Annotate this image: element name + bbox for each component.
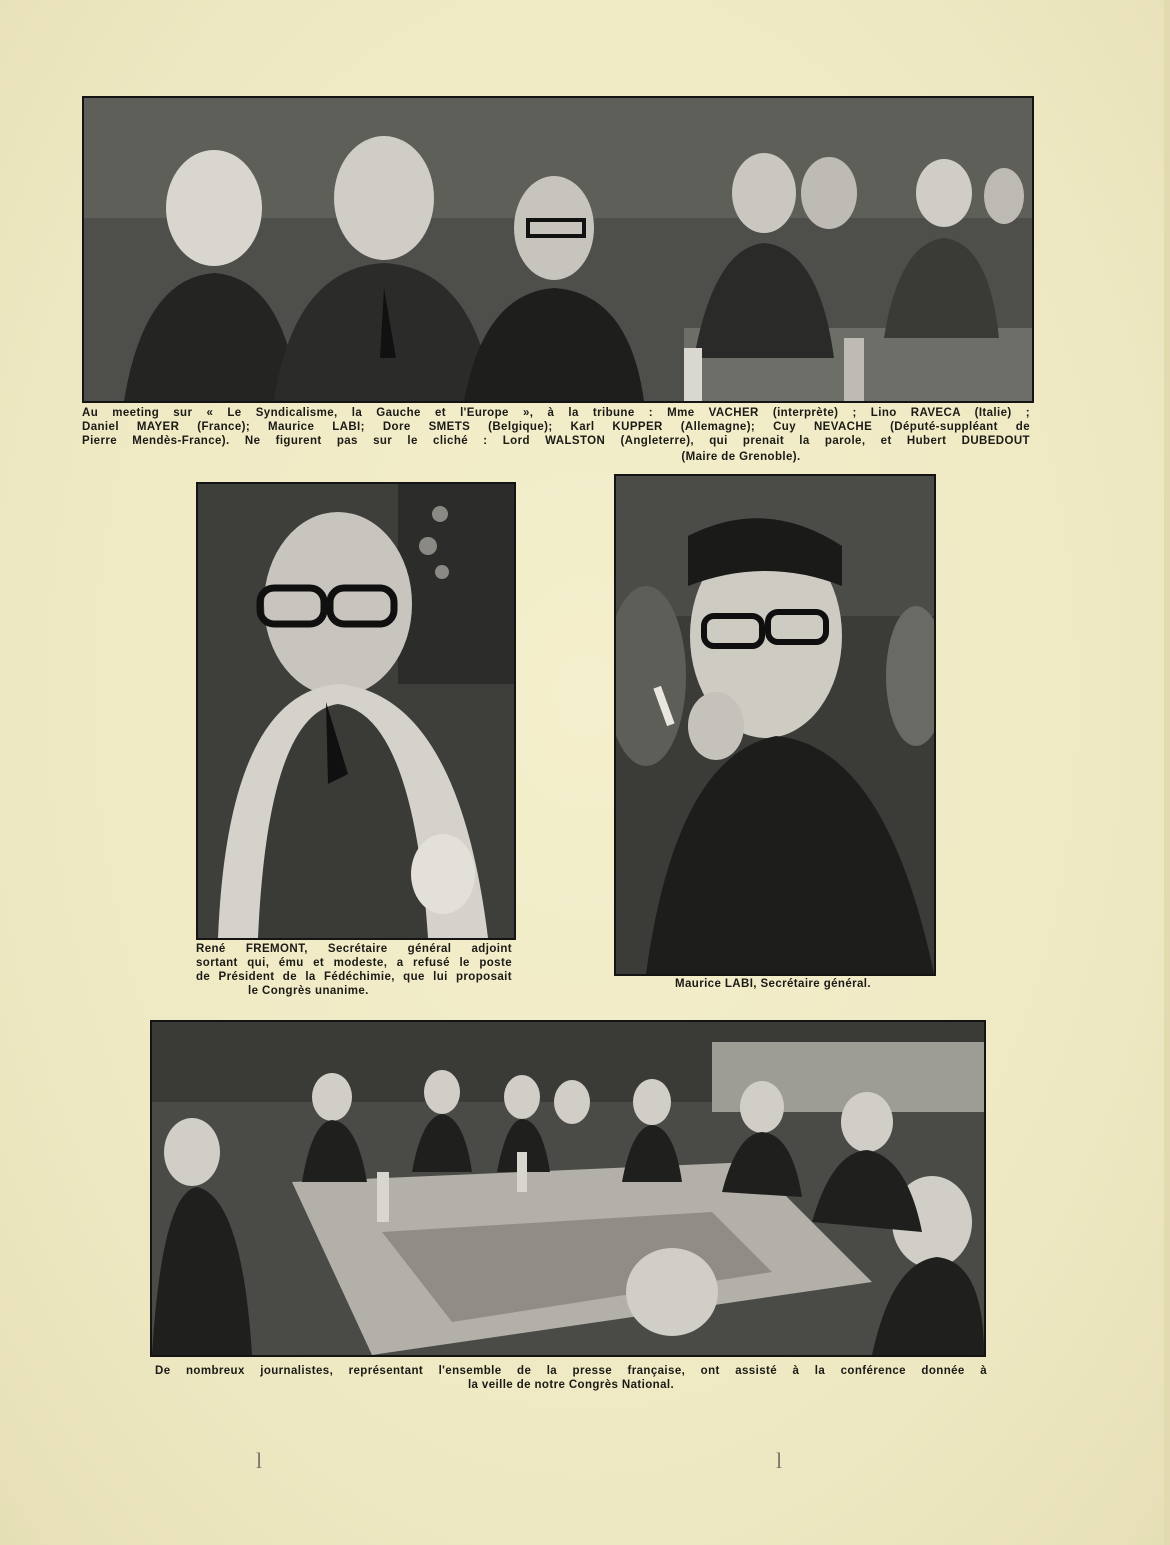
caption-line: la veille de notre Congrès National.	[467, 1379, 675, 1391]
caption-line: de Président de la Fédéchimie, que lui proposait	[196, 971, 512, 983]
photo-meeting-tribune-image	[84, 98, 1032, 401]
caption-line: sortant qui, ému et modeste, a refusé le poste	[196, 957, 512, 969]
photo-rene-fremont	[196, 482, 516, 940]
caption-line: Pierre Mendès-France). Ne figurent pas sur le cliché : Lord WALSTON (Angleterre), qui prenait la parole, et Hubert DUBEDOUT	[82, 435, 1030, 447]
footer-mark-right: l	[776, 1448, 783, 1473]
photo-press-conference	[150, 1020, 986, 1357]
caption-rene-fremont-end	[196, 984, 512, 998]
caption-rene-fremont	[196, 942, 512, 984]
caption-line: Maurice LABI, Secrétaire général.	[675, 978, 871, 990]
photo-press-conference-image	[152, 1022, 984, 1355]
caption-press-conference-end	[155, 1378, 987, 1392]
caption-line: René FREMONT, Secrétaire général adjoint	[196, 943, 512, 955]
photo-meeting-tribune	[82, 96, 1034, 403]
caption-meeting-tribune	[82, 406, 1030, 448]
caption-line: Daniel MAYER (France); Maurice LABI; Dore SMETS (Belgique); Karl KUPPER (Allemagne); Cuy NEVACHE (Député-suppléant de	[82, 421, 1030, 433]
caption-press-conference	[155, 1364, 987, 1378]
caption-line: Au meeting sur « Le Syndicalisme, la Gauche et l'Europe », à la tribune : Mme VACHER (interprète) ; Lino RAVECA (Italie) ;	[82, 407, 1030, 419]
photo-rene-fremont-image	[198, 484, 514, 938]
caption-line: (Maire de Grenoble).	[681, 451, 801, 463]
caption-line: le Congrès unanime.	[248, 985, 369, 997]
page-edge	[1164, 0, 1170, 1545]
photo-maurice-labi	[614, 474, 936, 976]
footer-mark-left: l	[256, 1448, 263, 1473]
caption-meeting-tribune-end	[82, 450, 1030, 464]
photo-maurice-labi-image	[616, 476, 934, 974]
caption-maurice-labi	[614, 977, 932, 991]
caption-line: De nombreux journalistes, représentant l'ensemble de la presse française, ont assisté à la conférence donnée à	[155, 1365, 987, 1377]
